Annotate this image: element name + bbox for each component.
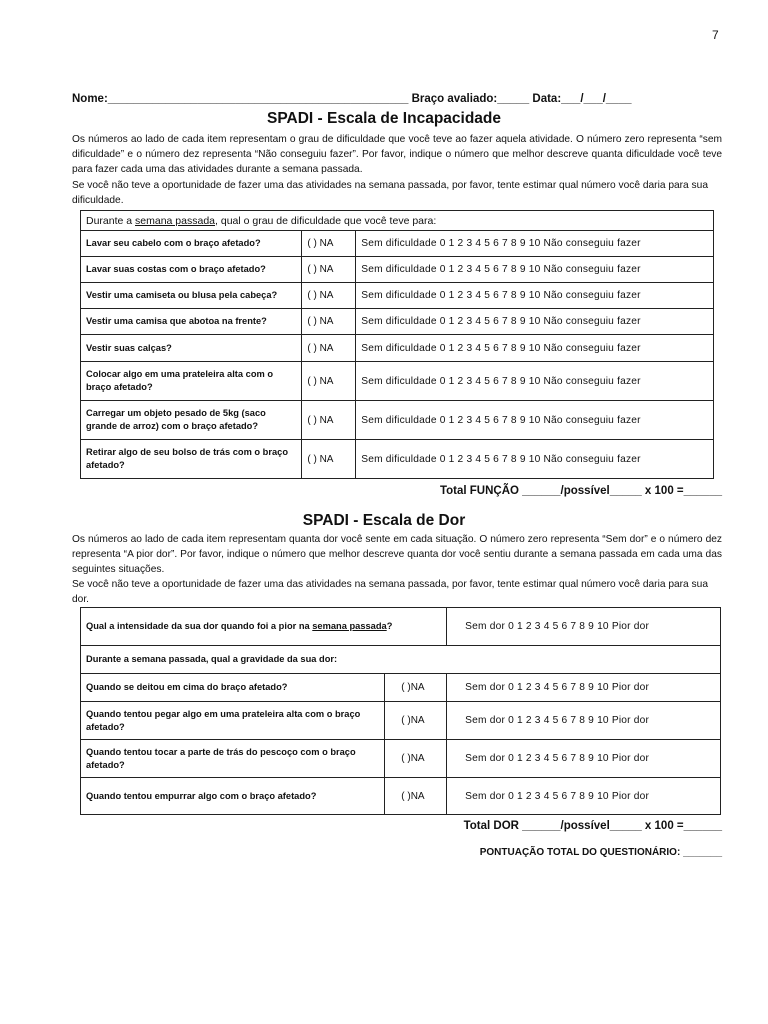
- pain-scale[interactable]: Sem dor 0 1 2 3 4 5 6 7 8 9 10 Pior dor: [447, 674, 721, 702]
- table-row: [81, 440, 714, 479]
- na-checkbox[interactable]: ( ) NA: [302, 309, 356, 335]
- disability-item-4: Vestir uma camisa que abotoa na frente?: [81, 309, 302, 335]
- name-arm-date-line[interactable]: Nome:_______________________________________________ Braço avaliado:_____ Data:___/___/____: [72, 93, 632, 105]
- pain-first-question-underlined: semana passada: [312, 621, 387, 631]
- difficulty-scale[interactable]: Sem dificuldade 0 1 2 3 4 5 6 7 8 9 10 Não conseguiu fazer: [356, 309, 714, 335]
- pain-table: [80, 607, 721, 815]
- na-checkbox[interactable]: ( )NA: [385, 702, 447, 740]
- disability-item-8: Retirar algo de seu bolso de trás com o braço afetado?: [81, 440, 302, 479]
- pain-item-3: Quando tentou tocar a parte de trás do pescoço com o braço afetado?: [81, 740, 385, 778]
- difficulty-scale[interactable]: Sem dificuldade 0 1 2 3 4 5 6 7 8 9 10 Não conseguiu fazer: [356, 283, 714, 309]
- total-function-line[interactable]: Total FUNÇÃO ______/possível_____ x 100 =______: [439, 485, 722, 497]
- disability-item-2: Lavar suas costas com o braço afetado?: [81, 257, 302, 283]
- na-checkbox[interactable]: ( ) NA: [302, 283, 356, 309]
- pain-severity-header: Durante a semana passada, qual a gravidade da sua dor:: [81, 646, 721, 674]
- table-row: [81, 646, 721, 674]
- pain-scale[interactable]: Sem dor 0 1 2 3 4 5 6 7 8 9 10 Pior dor: [447, 740, 721, 778]
- disability-item-3: Vestir uma camiseta ou blusa pela cabeça?: [81, 283, 302, 309]
- difficulty-scale[interactable]: Sem dificuldade 0 1 2 3 4 5 6 7 8 9 10 Não conseguiu fazer: [356, 362, 714, 401]
- difficulty-scale[interactable]: Sem dificuldade 0 1 2 3 4 5 6 7 8 9 10 Não conseguiu fazer: [356, 440, 714, 479]
- na-checkbox[interactable]: ( ) NA: [302, 401, 356, 440]
- table-row: [81, 335, 714, 362]
- disability-question-suffix: , qual o grau de dificuldade que você teve para:: [215, 214, 437, 227]
- table-row: [81, 362, 714, 401]
- difficulty-scale[interactable]: Sem dificuldade 0 1 2 3 4 5 6 7 8 9 10 Não conseguiu fazer: [356, 257, 714, 283]
- total-score-line[interactable]: PONTUAÇÃO TOTAL DO QUESTIONÁRIO: _______: [479, 847, 722, 858]
- difficulty-scale[interactable]: Sem dificuldade 0 1 2 3 4 5 6 7 8 9 10 Não conseguiu fazer: [356, 401, 714, 440]
- pain-item-1: Quando se deitou em cima do braço afetado?: [81, 674, 385, 702]
- disability-scale-title: SPADI - Escala de Incapacidade: [266, 110, 502, 127]
- disability-instructions-2: Se você não teve a oportunidade de fazer uma das atividades na semana passada, por favor, tente estimar qual número você daria para sua dificuldade.: [72, 180, 708, 206]
- disability-instructions: Os números ao lado de cada item representam o grau de dificuldade que você teve ao fazer aquela atividade. O número zero representa “sem dificuldade” e o número dez representa “Não conseguiu fazer”. Por favor, indique o número que melhor descreve quanta dificuldade você teve para fazer cada uma das atividades durante a semana passada.: [72, 134, 722, 175]
- pain-instructions-2: Se você não teve a oportunidade de fazer uma das atividades na semana passada, por favor, tente estimar qual número você daria para sua dor.: [72, 579, 708, 605]
- pain-item-4: Quando tentou empurrar algo com o braço afetado?: [81, 778, 385, 815]
- table-row: [81, 702, 721, 740]
- table-row: [81, 401, 714, 440]
- na-checkbox[interactable]: ( ) NA: [302, 257, 356, 283]
- disability-item-6: Colocar algo em uma prateleira alta com o braço afetado?: [81, 362, 302, 401]
- pain-first-question-suffix: ?: [386, 621, 393, 631]
- pain-scale[interactable]: Sem dor 0 1 2 3 4 5 6 7 8 9 10 Pior dor: [447, 702, 721, 740]
- table-row: [81, 778, 721, 815]
- pain-item-2: Quando tentou pegar algo em uma prateleira alta com o braço afetado?: [81, 702, 385, 740]
- disability-item-7: Carregar um objeto pesado de 5kg (saco grande de arroz) com o braço afetado?: [81, 401, 302, 440]
- disability-table-header: [81, 211, 714, 231]
- na-checkbox[interactable]: ( )NA: [385, 740, 447, 778]
- pain-worst-question: [81, 608, 447, 646]
- disability-table: [80, 210, 714, 479]
- table-row: [81, 608, 721, 646]
- pain-scale[interactable]: Sem dor 0 1 2 3 4 5 6 7 8 9 10 Pior dor: [447, 778, 721, 815]
- disability-item-1: Lavar seu cabelo com o braço afetado?: [81, 231, 302, 257]
- table-row: [81, 674, 721, 702]
- na-checkbox[interactable]: ( )NA: [385, 674, 447, 702]
- na-checkbox[interactable]: ( ) NA: [302, 231, 356, 257]
- na-checkbox[interactable]: ( ) NA: [302, 440, 356, 479]
- na-checkbox[interactable]: ( ) NA: [302, 362, 356, 401]
- table-row: [81, 740, 721, 778]
- pain-first-question-prefix: Qual a intensidade da sua dor quando foi a pior na: [86, 621, 313, 631]
- pain-scale-title: SPADI - Escala de Dor: [302, 512, 466, 529]
- table-row: [81, 283, 714, 309]
- pain-instructions: Os números ao lado de cada item representam quanta dor você sente em cada situação. O número zero representa “Sem dor” e o número dez representa “A pior dor”. Por favor, indique o número que melhor descreve quanta dor você sentiu durante a semana passada em cada uma das seguintes situações.: [72, 534, 722, 575]
- pain-scale[interactable]: Sem dor 0 1 2 3 4 5 6 7 8 9 10 Pior dor: [447, 608, 721, 646]
- table-row: [81, 309, 714, 335]
- page-number: 7: [712, 28, 719, 42]
- na-checkbox[interactable]: ( ) NA: [302, 335, 356, 362]
- difficulty-scale[interactable]: Sem dificuldade 0 1 2 3 4 5 6 7 8 9 10 Não conseguiu fazer: [356, 335, 714, 362]
- difficulty-scale[interactable]: Sem dificuldade 0 1 2 3 4 5 6 7 8 9 10 Não conseguiu fazer: [356, 231, 714, 257]
- disability-question-prefix: Durante a: [86, 214, 136, 227]
- na-checkbox[interactable]: ( )NA: [385, 778, 447, 815]
- table-row: [81, 257, 714, 283]
- disability-item-5: Vestir suas calças?: [81, 335, 302, 362]
- table-row: [81, 231, 714, 257]
- disability-question-underlined: semana passada: [135, 214, 216, 227]
- total-pain-line[interactable]: Total DOR ______/possível_____ x 100 =______: [463, 820, 722, 832]
